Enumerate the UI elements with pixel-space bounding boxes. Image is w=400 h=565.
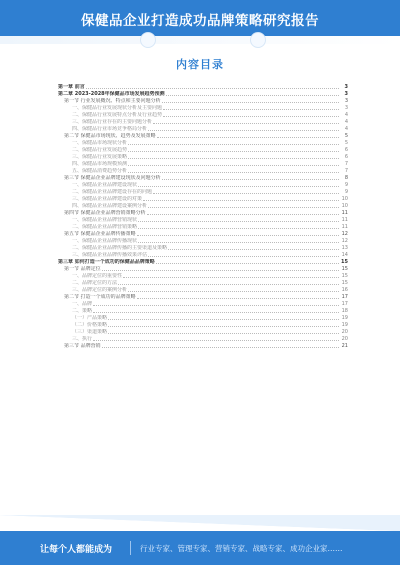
toc-leader-dots bbox=[157, 137, 339, 138]
toc-entry-text: （一）产品策略 bbox=[72, 315, 108, 321]
toc-entry-text: 第五节 保健品企业品牌传播策略 bbox=[64, 231, 136, 237]
report-title: 保健品企业打造成功品牌策略研究报告 bbox=[81, 13, 319, 29]
decor-circle-icon bbox=[140, 32, 156, 48]
toc-page-number: 11 bbox=[341, 210, 348, 216]
toc-leader-dots bbox=[93, 305, 339, 306]
toc-page-number: 3 bbox=[344, 84, 348, 90]
toc-leader-dots bbox=[153, 123, 339, 124]
toc-page-number: 16 bbox=[341, 287, 348, 293]
toc-entry[interactable] bbox=[58, 273, 348, 280]
toc-page-number: 20 bbox=[341, 329, 348, 335]
toc-leader-dots bbox=[108, 326, 339, 327]
toc-page-number: 21 bbox=[341, 343, 348, 349]
toc-entry-text: 二、保健品企业品牌传播的主要渠道及策略 bbox=[72, 245, 168, 251]
toc-entry[interactable] bbox=[58, 147, 348, 154]
toc-entry-text: 三、品牌定位的案例分析 bbox=[72, 287, 128, 293]
toc-entry[interactable] bbox=[58, 84, 348, 91]
toc-leader-dots bbox=[148, 130, 339, 131]
toc-page-number: 7 bbox=[344, 168, 348, 174]
toc-page-number: 19 bbox=[341, 315, 348, 321]
toc-page-number: 4 bbox=[344, 119, 348, 125]
toc-entry-text: （三）渠道策略 bbox=[72, 329, 108, 335]
toc-leader-dots bbox=[128, 172, 339, 173]
toc-page-number: 17 bbox=[341, 301, 348, 307]
toc-page-number: 8 bbox=[344, 175, 348, 181]
toc-entry[interactable] bbox=[58, 294, 348, 301]
toc-entry[interactable] bbox=[58, 343, 348, 350]
toc-page-number: 9 bbox=[344, 182, 348, 188]
toc-leader-dots bbox=[93, 312, 339, 313]
toc-page-number: 15 bbox=[341, 266, 348, 272]
toc-leader-dots bbox=[143, 200, 339, 201]
toc-entry-text: 一、保健品市场现状分析 bbox=[72, 140, 128, 146]
toc-entry[interactable] bbox=[58, 245, 348, 252]
toc-page-number: 17 bbox=[341, 294, 348, 300]
toc-entry[interactable] bbox=[58, 259, 348, 266]
toc-leader-dots bbox=[138, 186, 339, 187]
toc-leader-dots bbox=[108, 333, 339, 334]
toc-entry[interactable] bbox=[58, 161, 348, 168]
toc-entry-text: 四、保健品行业市场竞争格局分析 bbox=[72, 126, 148, 132]
toc-entry-text: 第一节 行业发展概况、特点和主要问题分析 bbox=[64, 98, 161, 104]
toc-entry-text: 五、保健品消费趋势分析 bbox=[72, 168, 128, 174]
toc-leader-dots bbox=[93, 340, 339, 341]
toc-page-number: 20 bbox=[341, 336, 348, 342]
toc-leader-dots bbox=[163, 116, 339, 117]
toc-entry[interactable] bbox=[58, 308, 348, 315]
toc-entry-text: 一、保健品企业品牌传播现状 bbox=[72, 238, 138, 244]
toc-page-number: 6 bbox=[344, 147, 348, 153]
table-of-contents bbox=[58, 84, 348, 350]
toc-entry-text: 三、执行 bbox=[72, 336, 93, 342]
toc-entry-text: 四、保健品市场规模预测 bbox=[72, 161, 128, 167]
toc-entry-text: 一、保健品行业发展现状分析及主要问题 bbox=[72, 105, 163, 111]
toc-entry-text: 第二章 2023-2028年保健品市场发展趋势预测 bbox=[58, 91, 165, 97]
toc-leader-dots bbox=[118, 284, 339, 285]
toc-page-number: 3 bbox=[344, 98, 348, 104]
toc-entry[interactable] bbox=[58, 112, 348, 119]
toc-page-number: 4 bbox=[344, 126, 348, 132]
toc-entry-text: 一、保健品企业品牌建设现状 bbox=[72, 182, 138, 188]
toc-entry[interactable] bbox=[58, 315, 348, 322]
footer-decoration bbox=[0, 515, 400, 531]
toc-leader-dots bbox=[138, 242, 339, 243]
toc-entry[interactable] bbox=[58, 168, 348, 175]
toc-leader-dots bbox=[128, 144, 339, 145]
toc-entry-text: 一、保健品企业品牌营销现状 bbox=[72, 217, 138, 223]
toc-entry[interactable] bbox=[58, 280, 348, 287]
footer-tagline: 行业专家、管理专家、营销专家、战略专家、成功企业家…… bbox=[140, 544, 343, 553]
toc-entry[interactable] bbox=[58, 329, 348, 336]
toc-entry[interactable] bbox=[58, 231, 348, 238]
toc-entry[interactable] bbox=[58, 119, 348, 126]
toc-entry[interactable] bbox=[58, 182, 348, 189]
toc-page-number: 12 bbox=[341, 238, 348, 244]
toc-page-number: 11 bbox=[341, 224, 348, 230]
report-footer bbox=[0, 531, 400, 565]
toc-leader-dots bbox=[148, 207, 339, 208]
toc-entry-text: 三、保健品企业品牌传播效果评估 bbox=[72, 252, 148, 258]
toc-leader-dots bbox=[148, 256, 339, 257]
toc-entry-text: 一、品牌 bbox=[72, 301, 93, 307]
toc-leader-dots bbox=[137, 298, 339, 299]
toc-page-number: 15 bbox=[341, 259, 348, 265]
toc-leader-dots bbox=[138, 228, 339, 229]
toc-entry[interactable] bbox=[58, 301, 348, 308]
toc-entry-text: 第二节 保健品市场现状、趋势及发展策略 bbox=[64, 133, 156, 139]
toc-entry-text: 第一章 前言 bbox=[58, 84, 85, 90]
toc-page-number: 10 bbox=[341, 196, 348, 202]
toc-leader-dots bbox=[128, 165, 339, 166]
toc-entry[interactable] bbox=[58, 196, 348, 203]
toc-entry[interactable] bbox=[58, 252, 348, 259]
toc-leader-dots bbox=[102, 347, 339, 348]
toc-leader-dots bbox=[147, 214, 339, 215]
toc-entry-text: 二、品牌定位的方法 bbox=[72, 280, 118, 286]
toc-leader-dots bbox=[153, 193, 339, 194]
toc-entry[interactable] bbox=[58, 175, 348, 182]
toc-leader-dots bbox=[138, 221, 339, 222]
toc-leader-dots bbox=[163, 109, 339, 110]
toc-entry-text: 第三节 保健品企业品牌建设现状及问题分析 bbox=[64, 175, 161, 181]
toc-leader-dots bbox=[86, 88, 339, 89]
toc-leader-dots bbox=[128, 158, 339, 159]
toc-page-number: 13 bbox=[341, 245, 348, 251]
toc-page-number: 4 bbox=[344, 112, 348, 118]
toc-page-number: 6 bbox=[344, 154, 348, 160]
toc-entry[interactable] bbox=[58, 322, 348, 329]
toc-page-number: 5 bbox=[344, 133, 348, 139]
toc-entry-text: 三、保健品行业发展策略 bbox=[72, 154, 128, 160]
toc-entry[interactable] bbox=[58, 217, 348, 224]
toc-page-number: 5 bbox=[344, 140, 348, 146]
toc-page-number: 7 bbox=[344, 161, 348, 167]
toc-entry-text: 一、品牌定位的重要性 bbox=[72, 273, 123, 279]
toc-entry-text: 二、保健品行业发展趋势 bbox=[72, 147, 128, 153]
toc-entry-text: 二、保健品行业发展特点分析及行业趋势 bbox=[72, 112, 163, 118]
toc-page-number: 3 bbox=[344, 105, 348, 111]
toc-leader-dots bbox=[162, 179, 339, 180]
toc-entry-text: （二）价格策略 bbox=[72, 322, 108, 328]
toc-entry[interactable] bbox=[58, 203, 348, 210]
toc-entry-text: 第二节 打造一个成功的品牌策略 bbox=[64, 294, 136, 300]
toc-leader-dots bbox=[108, 319, 339, 320]
toc-entry[interactable] bbox=[58, 238, 348, 245]
toc-page-number: 19 bbox=[341, 322, 348, 328]
toc-page-number: 18 bbox=[341, 308, 348, 314]
decor-circle-icon bbox=[250, 32, 266, 48]
toc-entry-text: 三、保健品行业存在的主要问题分析 bbox=[72, 119, 153, 125]
toc-entry[interactable] bbox=[58, 91, 348, 98]
toc-leader-dots bbox=[128, 291, 339, 292]
toc-entry[interactable] bbox=[58, 266, 348, 273]
toc-entry-text: 第四节 保健品企业品牌营销策略分析 bbox=[64, 210, 146, 216]
toc-entry[interactable] bbox=[58, 189, 348, 196]
toc-leader-dots bbox=[166, 95, 339, 96]
toc-page-number: 3 bbox=[344, 91, 348, 97]
toc-entry[interactable] bbox=[58, 210, 348, 217]
toc-entry-text: 第三节 品牌营销 bbox=[64, 343, 101, 349]
toc-leader-dots bbox=[162, 102, 339, 103]
toc-entry-text: 三、保健品企业品牌建设的对策 bbox=[72, 196, 143, 202]
toc-entry-text: 二、策略 bbox=[72, 308, 93, 314]
toc-page-number: 10 bbox=[341, 203, 348, 209]
toc-leader-dots bbox=[156, 263, 339, 264]
toc-leader-dots bbox=[168, 249, 339, 250]
toc-title: 内容目录 bbox=[176, 58, 224, 71]
header-decoration bbox=[0, 36, 400, 44]
toc-entry-text: 二、保健品企业品牌建设存在的问题 bbox=[72, 189, 153, 195]
toc-leader-dots bbox=[123, 277, 339, 278]
toc-entry[interactable] bbox=[58, 287, 348, 294]
toc-entry[interactable] bbox=[58, 126, 348, 133]
toc-entry[interactable] bbox=[58, 336, 348, 343]
footer-slogan: 让每个人都能成为 bbox=[40, 545, 113, 555]
toc-page-number: 9 bbox=[344, 189, 348, 195]
toc-page-number: 15 bbox=[341, 273, 348, 279]
toc-leader-dots bbox=[128, 151, 339, 152]
toc-page-number: 14 bbox=[341, 252, 348, 258]
footer-divider bbox=[130, 541, 131, 555]
toc-entry[interactable] bbox=[58, 98, 348, 105]
toc-entry-text: 四、保健品企业品牌建设案例分析 bbox=[72, 203, 148, 209]
toc-entry[interactable] bbox=[58, 133, 348, 140]
toc-page-number: 15 bbox=[341, 280, 348, 286]
toc-entry[interactable] bbox=[58, 140, 348, 147]
toc-entry-text: 二、保健品企业品牌营销策略 bbox=[72, 224, 138, 230]
toc-leader-dots bbox=[102, 270, 339, 271]
toc-entry[interactable] bbox=[58, 154, 348, 161]
toc-page-number: 12 bbox=[341, 231, 348, 237]
toc-entry-text: 第一节 品牌定位 bbox=[64, 266, 101, 272]
toc-leader-dots bbox=[137, 235, 339, 236]
toc-entry[interactable] bbox=[58, 105, 348, 112]
toc-page-number: 11 bbox=[341, 217, 348, 223]
toc-entry-text: 第三章 如何打造一个成功的保健品品牌策略 bbox=[58, 259, 155, 265]
toc-entry[interactable] bbox=[58, 224, 348, 231]
